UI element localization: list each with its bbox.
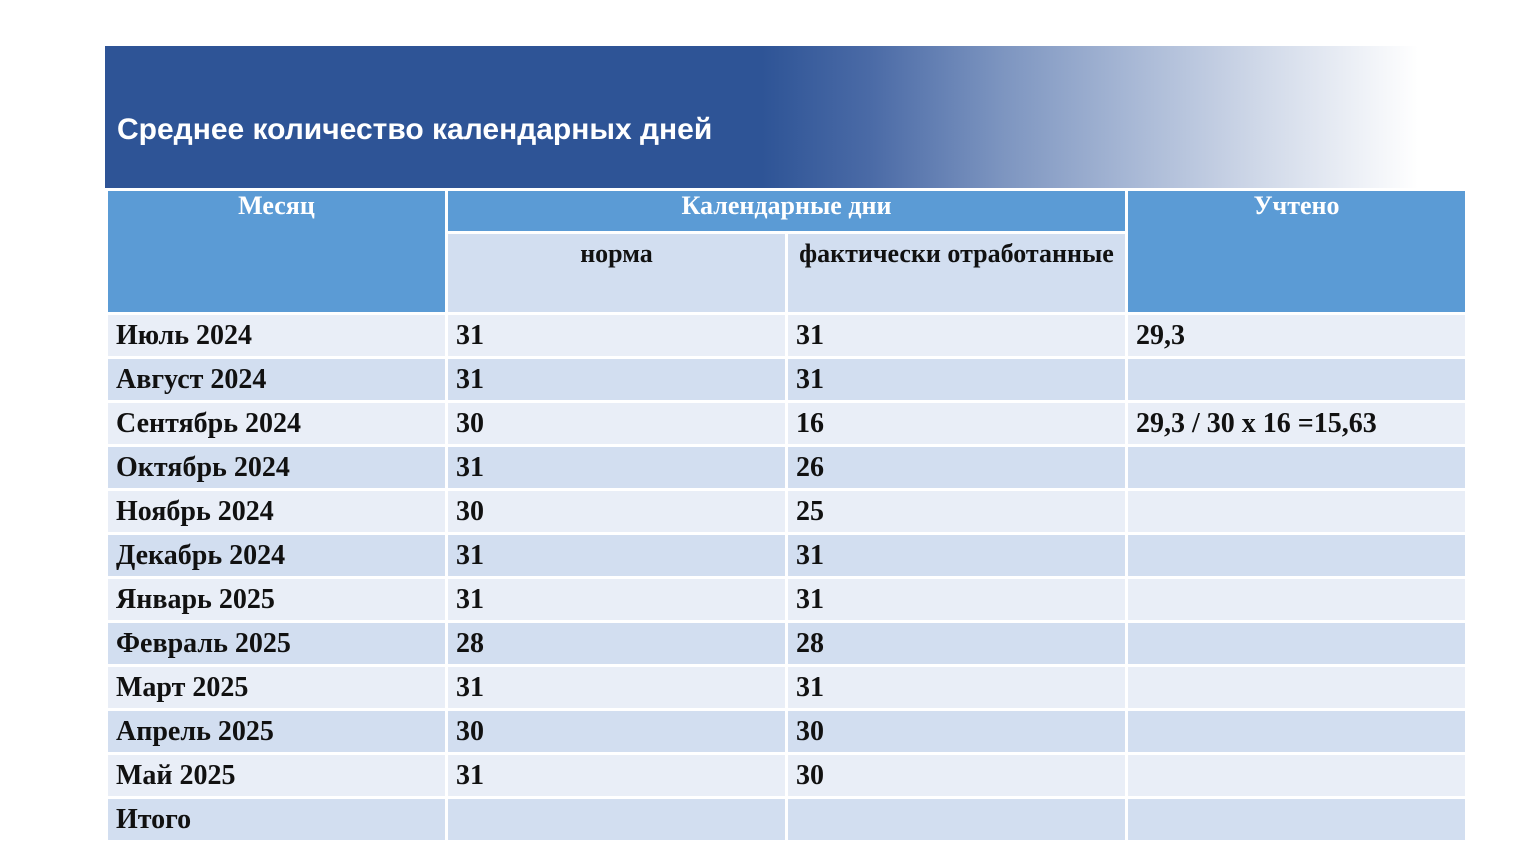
cell-actual: 16 [787,402,1127,446]
cell-month: Апрель 2025 [107,710,447,754]
cell-norm [447,798,787,842]
cell-month: Май 2025 [107,754,447,798]
cell-actual [787,798,1127,842]
cell-actual: 30 [787,754,1127,798]
cell-actual: 28 [787,622,1127,666]
cell-norm: 28 [447,622,787,666]
cell-month: Октябрь 2024 [107,446,447,490]
table-row [107,754,1467,798]
cell-counted [1127,358,1467,402]
cell-counted: 29,3 [1127,314,1467,358]
slide-title: Среднее количество календарных дней [117,113,713,146]
cell-actual: 31 [787,666,1127,710]
cell-month: Декабрь 2024 [107,534,447,578]
cell-month: Февраль 2025 [107,622,447,666]
table-row [107,402,1467,446]
cell-month: Итого [107,798,447,842]
cell-counted [1127,798,1467,842]
header-actual: фактически отработанные [787,233,1127,314]
cell-counted [1127,666,1467,710]
cell-counted: 29,3 / 30 х 16 =15,63 [1127,402,1467,446]
cell-counted [1127,578,1467,622]
cell-actual: 30 [787,710,1127,754]
table-row [107,314,1467,358]
cell-norm: 30 [447,402,787,446]
cell-counted [1127,490,1467,534]
cell-norm: 30 [447,490,787,534]
cell-actual: 31 [787,358,1127,402]
table-row [107,534,1467,578]
cell-norm: 30 [447,710,787,754]
table-row [107,578,1467,622]
cell-norm: 31 [447,314,787,358]
calendar-days-table [105,188,1468,843]
table-row [107,798,1467,842]
cell-counted [1127,710,1467,754]
cell-counted [1127,446,1467,490]
table-row [107,710,1467,754]
table-body [107,314,1467,842]
cell-counted [1127,622,1467,666]
cell-month: Июль 2024 [107,314,447,358]
cell-actual: 31 [787,314,1127,358]
table-row [107,490,1467,534]
header-calendar-days: Календарные дни [447,190,1127,233]
cell-norm: 31 [447,754,787,798]
cell-norm: 31 [447,578,787,622]
header-counted: Учтено [1127,190,1467,314]
cell-actual: 31 [787,534,1127,578]
cell-norm: 31 [447,534,787,578]
table-row [107,358,1467,402]
cell-actual: 25 [787,490,1127,534]
cell-norm: 31 [447,666,787,710]
cell-month: Август 2024 [107,358,447,402]
header-row-top [107,190,1467,233]
header-month: Месяц [107,190,447,314]
cell-month: Март 2025 [107,666,447,710]
table-row [107,622,1467,666]
table-row [107,666,1467,710]
table-row [107,446,1467,490]
cell-actual: 31 [787,578,1127,622]
header-norm: норма [447,233,787,314]
cell-month: Ноябрь 2024 [107,490,447,534]
cell-norm: 31 [447,446,787,490]
cell-month: Январь 2025 [107,578,447,622]
cell-counted [1127,534,1467,578]
cell-counted [1127,754,1467,798]
cell-actual: 26 [787,446,1127,490]
cell-month: Сентябрь 2024 [107,402,447,446]
cell-norm: 31 [447,358,787,402]
